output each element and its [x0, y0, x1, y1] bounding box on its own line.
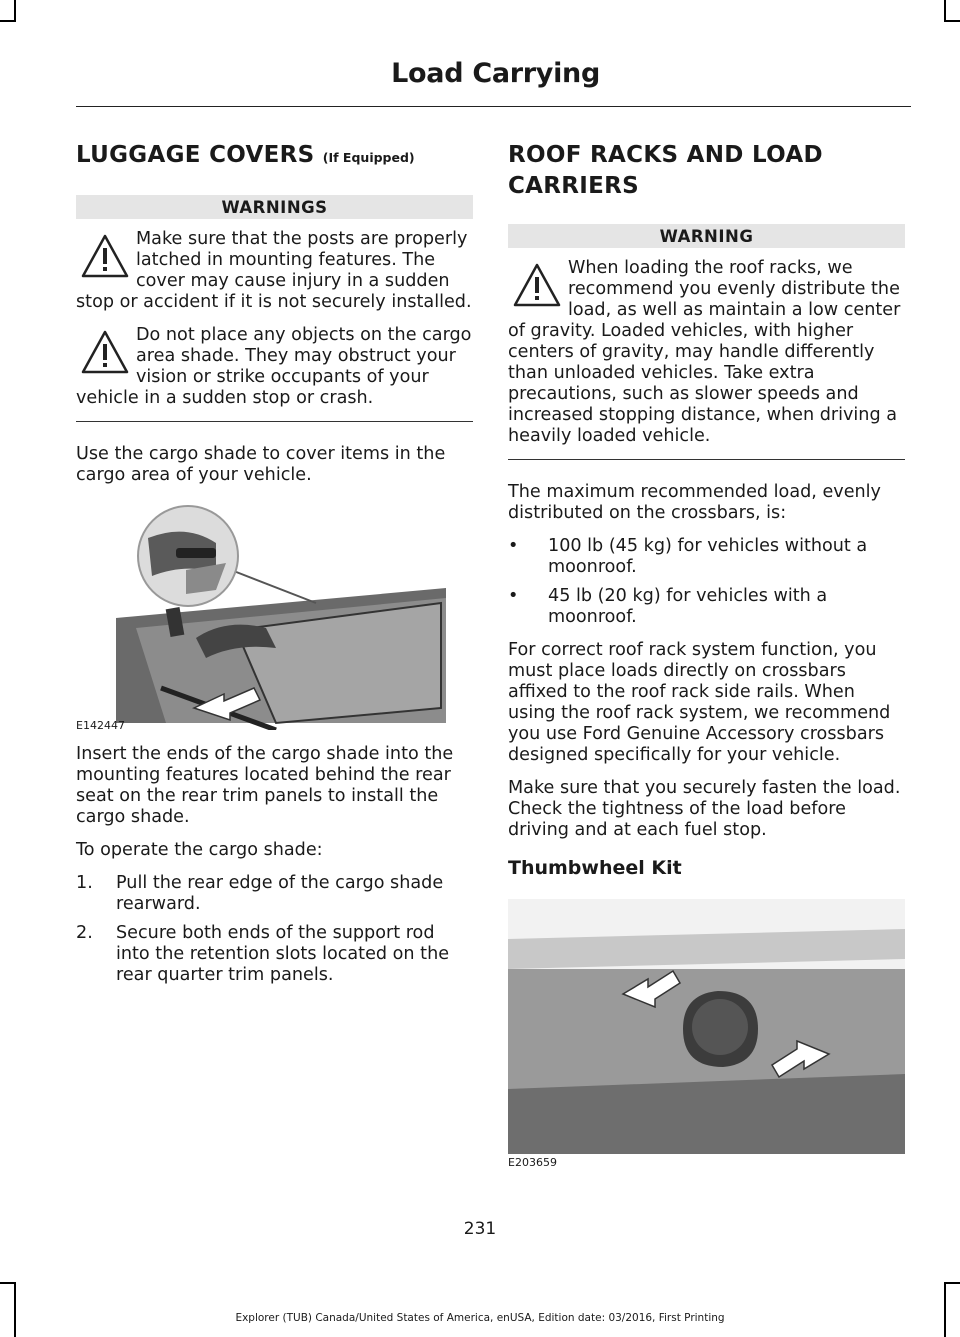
left-column [76, 140, 473, 998]
section-heading-luggage-covers [76, 140, 473, 173]
crop-mark [944, 20, 960, 22]
step-text: Pull the rear edge of the cargo shade rearward. [116, 873, 444, 914]
step-number: 2. [76, 923, 93, 943]
operate-steps [76, 873, 473, 986]
crop-mark [14, 1282, 16, 1337]
heading-line-1: ROOF RACKS AND LOAD [508, 142, 823, 168]
cargo-shade-illustration [76, 498, 473, 730]
list-item [76, 873, 473, 915]
list-item [76, 923, 473, 986]
install-text: Insert the ends of the cargo shade into the mounting features located behind the rear seat on the rear trim panels to install the cargo shade. [76, 744, 454, 827]
list-item [508, 536, 905, 578]
warning-triangle-icon [512, 262, 562, 308]
warning-item [76, 325, 473, 409]
cargo-shade-figure [76, 498, 473, 730]
operate-intro: To operate the cargo shade: [76, 840, 323, 860]
figure-code: E142447 [76, 719, 125, 732]
crop-mark [0, 20, 16, 22]
list-item [508, 586, 905, 628]
step-text: Secure both ends of the support rod into the retention slots located on the rear quarter trim panels. [116, 923, 450, 985]
bullet-mark: • [508, 586, 519, 606]
heading-suffix: (If Equipped) [322, 150, 415, 165]
header-divider [76, 106, 911, 107]
warning-text: Make sure that the posts are properly latched in mounting features. The cover may cause injury in a sudden stop or accident if it is not securely installed. [76, 229, 472, 312]
section-heading-roof-racks [508, 140, 905, 202]
thumbwheel-kit-heading: Thumbwheel Kit [508, 857, 682, 879]
warning-text: Do not place any objects on the cargo area shade. They may obstruct your vision or strike occupants of your vehicle in a sudden stop or crash. [76, 325, 472, 408]
crop-mark [944, 1282, 960, 1284]
heading-text: LUGGAGE COVERS [76, 142, 315, 168]
right-column [508, 140, 905, 1181]
warning-triangle-icon [80, 329, 130, 375]
crop-mark [944, 0, 946, 22]
page-footer: Explorer (TUB) Canada/United States of America, enUSA, Edition date: 03/2016, First Printing [235, 1312, 725, 1324]
warning-item [508, 258, 905, 447]
warning-title: WARNING [508, 224, 905, 248]
bullet-text: 45 lb (20 kg) for vehicles with a moonroof. [548, 586, 828, 627]
cargo-shade-intro: Use the cargo shade to cover items in the cargo area of your vehicle. [76, 444, 446, 485]
warnings-divider [76, 421, 473, 422]
warning-item [76, 229, 473, 313]
thumbwheel-illustration [508, 899, 905, 1167]
crop-mark [14, 0, 16, 22]
heading-line-2: CARRIERS [508, 173, 640, 199]
fasten-load-text: Make sure that you securely fasten the load. Check the tightness of the load before driving and at each fuel stop. [508, 778, 901, 840]
warning-triangle-icon [80, 233, 130, 279]
crop-mark [944, 1282, 946, 1337]
warning-text: When loading the roof racks, we recommend you evenly distribute the load, as well as maintain a low center of gravity. Loaded vehicles, with higher centers of gravity, may handle differently than unloaded vehicles. Take extra precautions, such as slower speeds and increased stopping distance, when driving a heavily loaded vehicle. [508, 258, 901, 446]
max-load-list [508, 536, 905, 628]
warnings-title: WARNINGS [76, 195, 473, 219]
page-header-title: Load Carrying [391, 58, 600, 89]
thumbwheel-figure [508, 899, 905, 1167]
roof-rack-function-text: For correct roof rack system function, you must place loads directly on crossbars affixed to the roof rack side rails. When using the roof rack system, we recommend you use Ford Genuine Accessory crossbars designed specifically for your vehicle. [508, 640, 891, 765]
bullet-text: 100 lb (45 kg) for vehicles without a moonroof. [548, 536, 868, 577]
figure-code: E203659 [508, 1156, 557, 1169]
max-load-intro: The maximum recommended load, evenly distributed on the crossbars, is: [508, 482, 881, 523]
step-number: 1. [76, 873, 93, 893]
page-number: 231 [463, 1219, 497, 1239]
crop-mark [0, 1282, 16, 1284]
warning-divider [508, 459, 905, 460]
bullet-mark: • [508, 536, 519, 556]
